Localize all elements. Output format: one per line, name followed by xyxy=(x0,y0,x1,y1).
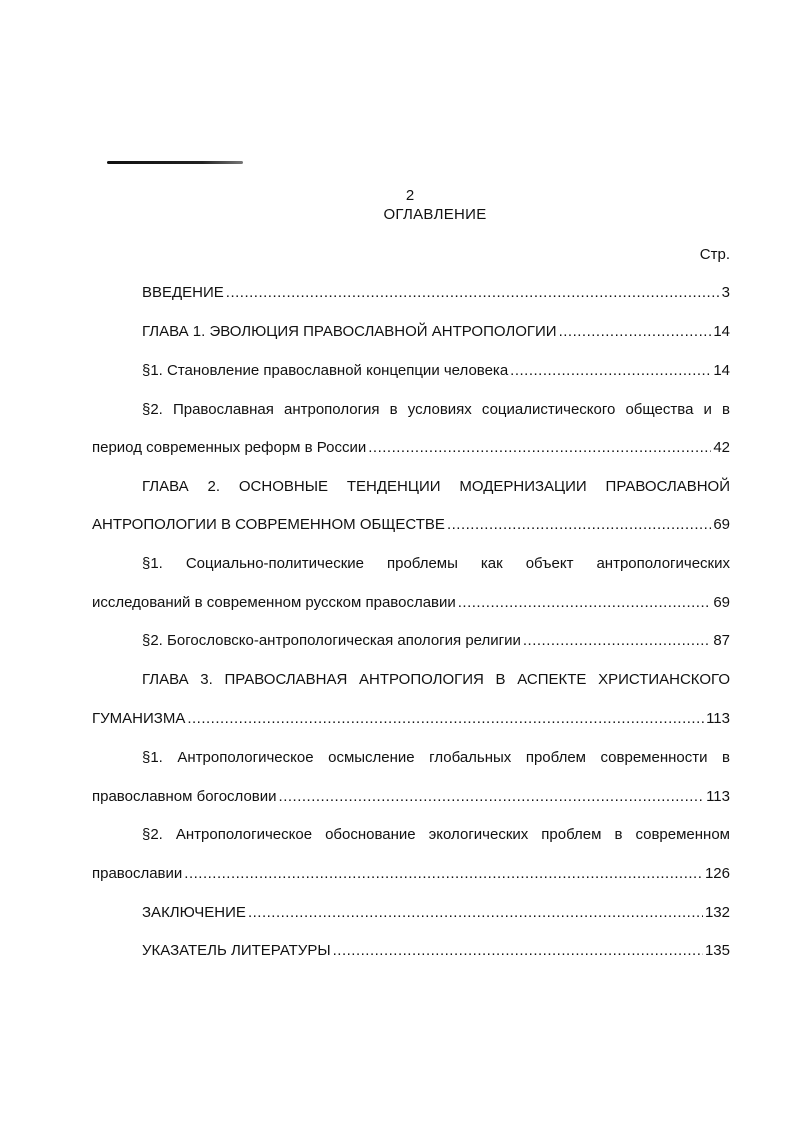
toc-page: 113 xyxy=(706,710,730,727)
toc-entry-chapter-1-section-2[interactable] xyxy=(92,439,730,456)
toc-entry-chapter-3[interactable] xyxy=(92,710,730,727)
dot-leader xyxy=(458,594,712,611)
toc-label: период современных реформ в России xyxy=(92,439,367,456)
toc-page: 126 xyxy=(704,865,730,882)
toc-entry-chapter-3-section-1[interactable] xyxy=(92,788,730,805)
dot-leader xyxy=(510,362,711,379)
toc-entry-chapter-2-section-1[interactable] xyxy=(92,594,730,611)
toc-page: 14 xyxy=(713,323,730,340)
dot-leader xyxy=(279,788,705,805)
page-column-label: Стр. xyxy=(699,246,730,263)
toc-page: 87 xyxy=(713,632,730,649)
toc-page: 69 xyxy=(713,594,730,611)
toc-label: исследований в современном русском православии xyxy=(92,594,456,611)
toc-label: АНТРОПОЛОГИИ В СОВРЕМЕННОМ ОБЩЕСТВЕ xyxy=(92,516,445,533)
toc-label: ЗАКЛЮЧЕНИЕ xyxy=(142,904,246,921)
toc-entry-chapter-3-section-2[interactable] xyxy=(92,865,730,882)
toc-entry-chapter-2-line-1[interactable]: ГЛАВА 2. ОСНОВНЫЕ ТЕНДЕНЦИИ МОДЕРНИЗАЦИИ ПРАВОСЛАВНОЙ xyxy=(142,478,730,495)
toc-entry-chapter-1[interactable] xyxy=(142,323,730,340)
toc-page: 42 xyxy=(713,439,730,456)
toc-label: §2. Богословско-антропологическая апология религии xyxy=(142,632,521,649)
dot-leader xyxy=(523,632,711,649)
toc-page: 132 xyxy=(704,904,730,921)
toc-entry-chapter-2[interactable] xyxy=(92,516,730,533)
dot-leader xyxy=(187,710,704,727)
page-number: 2 xyxy=(405,187,415,204)
toc-entry-intro[interactable] xyxy=(142,284,730,301)
toc-entry-bibliography[interactable] xyxy=(142,942,730,959)
toc-entry-conclusion[interactable] xyxy=(142,904,730,921)
dot-leader xyxy=(559,323,712,340)
toc-page: 3 xyxy=(721,284,730,301)
toc-entry-chapter-1-section-1[interactable] xyxy=(142,362,730,379)
toc-page: 113 xyxy=(706,788,730,805)
toc-label: православии xyxy=(92,865,183,882)
toc-page: 14 xyxy=(713,362,730,379)
toc-entry-chapter-3-section-2-line-1[interactable]: §2. Антропологическое обоснование экологических проблем в современном xyxy=(142,826,730,843)
toc-label: ГЛАВА 1. ЭВОЛЮЦИЯ ПРАВОСЛАВНОЙ АНТРОПОЛОГИИ xyxy=(142,323,557,340)
toc-label: §1. Становление православной концепции человека xyxy=(142,362,509,379)
dot-leader xyxy=(368,439,711,456)
toc-entry-chapter-1-section-2-line-1[interactable]: §2. Православная антропология в условиях социалистического общества и в xyxy=(142,401,730,418)
toc-label: УКАЗАТЕЛЬ ЛИТЕРАТУРЫ xyxy=(142,942,331,959)
toc-entry-chapter-3-line-1[interactable]: ГЛАВА 3. ПРАВОСЛАВНАЯ АНТРОПОЛОГИЯ В АСПЕКТЕ ХРИСТИАНСКОГО xyxy=(142,671,730,688)
toc-label: ВВЕДЕНИЕ xyxy=(142,284,224,301)
toc-entry-chapter-2-section-1-line-1[interactable]: §1. Социально-политические проблемы как объект антропологических xyxy=(142,555,730,572)
toc-page: 135 xyxy=(704,942,730,959)
toc-label: ГУМАНИЗМА xyxy=(92,710,186,727)
toc-entry-chapter-3-section-1-line-1[interactable]: §1. Антропологическое осмысление глобальных проблем современности в xyxy=(142,749,730,766)
scan-mark xyxy=(107,161,243,164)
toc-label: православном богословии xyxy=(92,788,277,805)
dot-leader xyxy=(226,284,720,301)
dot-leader xyxy=(248,904,703,921)
dot-leader xyxy=(184,865,703,882)
toc-entry-chapter-2-section-2[interactable] xyxy=(142,632,730,649)
dot-leader xyxy=(447,516,711,533)
toc-page: 69 xyxy=(713,516,730,533)
dot-leader xyxy=(333,942,703,959)
toc-title: ОГЛАВЛЕНИЕ xyxy=(383,206,487,223)
